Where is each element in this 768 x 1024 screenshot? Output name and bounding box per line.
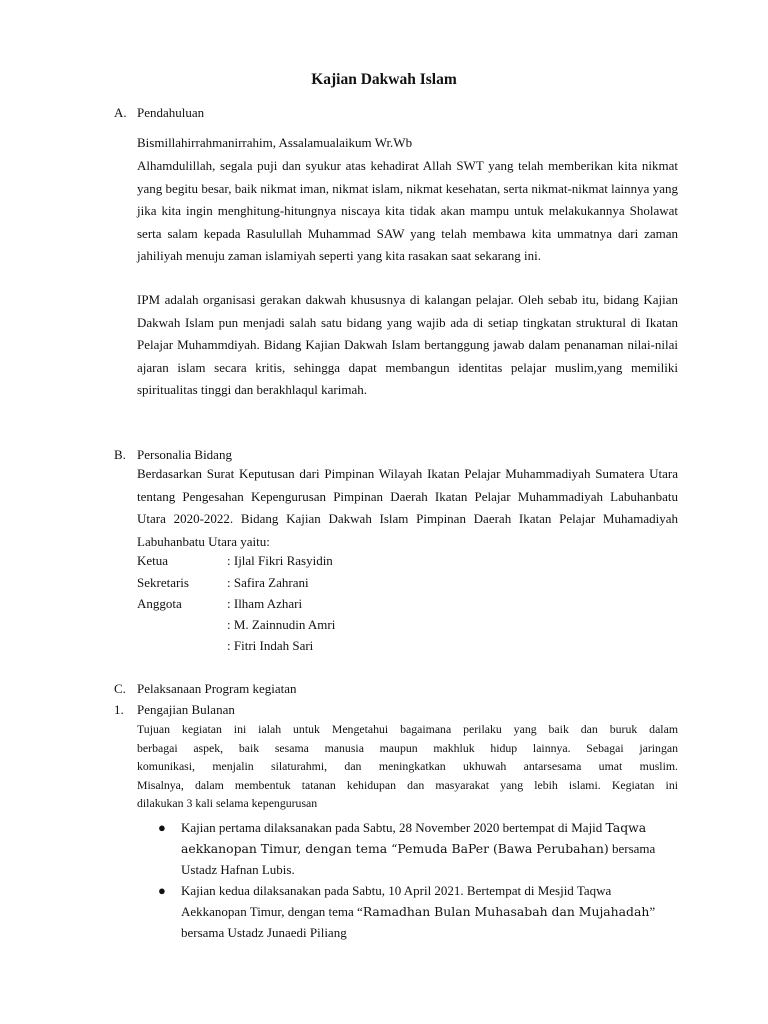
member-name: : Fitri Indah Sari <box>227 638 314 653</box>
item-1-marker: 1. <box>114 702 124 717</box>
member-name: : Ilham Azhari <box>227 596 303 611</box>
paragraph-line: dilakukan 3 kali selama kepengurusan <box>137 796 318 810</box>
paragraph-line: Misalnya, dalam membentuk tatanan kehidupan dan masyarakat yang lebih islami. Kegiatan ini <box>137 777 678 792</box>
intro-paragraph-2: IPM adalah organisasi gerakan dakwah khususnya di kalangan pelajar. Oleh sebab itu, bidang Kajian Dakwah Islam pun menjadi salah satu bidang yang wajib ada di setiap tingkatan struktural di Ikatan Pelajar Muhammdiyah. Bidang Kajian Dakwah Islam bertanggung jawab dalam penanaman nilai-nilai ajaran islam secara kritis, sehingga dapat membangun identitas pelajar muslim,yang memiliki spiritualitas tinggi dan berakhlaqul karimah. <box>137 292 678 397</box>
paragraph-line: komunikasi, menjalin silaturahmi, dan meningkatkan ukhuwah antarsesama umat muslim. <box>137 759 678 773</box>
section-b-marker: B. <box>114 447 126 462</box>
pengajian-paragraph <box>137 720 678 813</box>
section-a-marker: A. <box>114 105 127 120</box>
bullet-1-text-b: Taqwa aekkanopan Timur, dengan tema “Pemuda BaPer (Bawa Perubahan) <box>181 820 647 856</box>
bullet-2-text-c: ” bersama Ustadz Junaedi Piliang <box>181 904 656 940</box>
bullet-item-1 <box>181 817 678 880</box>
section-c-marker: C. <box>114 681 126 696</box>
paragraph-line: Tujuan kegiatan ini ialah untuk Mengetahui bagaimana perilaku yang baik dan buruk dalam <box>137 722 678 736</box>
bullet-2-text-a: Kajian kedua dilaksanakan pada Sabtu, 10 April 2021. Bertempat di Mesjid Taqwa Aekkanopan Timur, dengan tema “ <box>181 883 612 919</box>
member-role: Sekretaris <box>137 575 189 590</box>
member-name: : Ijlal Fikri Rasyidin <box>227 553 333 568</box>
paragraph-line: berbagai aspek, baik sesama manusia maupun makhluk hidup lainnya. Sebagai jaringan <box>137 740 678 755</box>
section-c-title: Pelaksanaan Program kegiatan <box>137 681 297 696</box>
greeting: Bismillahirrahmanirrahim, Assalamualaikum Wr.Wb <box>137 135 413 150</box>
item-1-title: Pengajian Bulanan <box>137 702 235 717</box>
bullet-icon: ● <box>158 820 166 835</box>
member-name: : Safira Zahrani <box>227 575 309 590</box>
section-a-title: Pendahuluan <box>137 105 205 120</box>
bullet-icon: ● <box>158 883 166 898</box>
section-b-title: Personalia Bidang <box>137 447 232 462</box>
member-role: Ketua <box>137 553 169 568</box>
document-title: Kajian Dakwah Islam <box>311 71 457 88</box>
bullet-1-text-c: bersama Ustadz Hafnan Lubis. <box>181 841 656 877</box>
bullet-item-2 <box>181 880 678 943</box>
personalia-paragraph: Berdasarkan Surat Keputusan dari Pimpinan Wilayah Ikatan Pelajar Muhammadiyah Sumatera Utara tentang Pengesahan Kepengurusan Pimpinan Daerah Ikatan Pelajar Muhammadiyah Labuhanbatu Utara 2020-2022. Bidang Kajian Dakwah Islam Pimpinan Daerah Ikatan Pelajar Muhamadiyah Labuhanbatu Utara yaitu: <box>137 466 678 549</box>
intro-paragraph-1: Alhamdulillah, segala puji dan syukur atas kehadirat Allah SWT yang telah memberikan kita nikmat yang begitu besar, baik nikmat iman, nikmat islam, nikmat kesehatan, serta nikmat-nikmat lainnya yang jika kita ingin menghitung-hitungnya niscaya kita tidak akan mampu untuk melakukannya Sholawat serta salam kepada Rasulullah Muhammad SAW yang telah membawa kita ummatnya dari zaman jahiliyah menuju zaman islamiyah seperti yang kita rasakan saat sekarang ini. <box>137 158 678 263</box>
member-name: : M. Zainnudin Amri <box>227 617 336 632</box>
bullet-2-text-b: Ramadhan Bulan Muhasabah dan Mujahadah <box>362 904 650 919</box>
member-role: Anggota <box>137 596 182 611</box>
bullet-1-text-a: Kajian pertama dilaksanakan pada Sabtu, 28 November 2020 bertempat di Majid <box>181 820 606 835</box>
